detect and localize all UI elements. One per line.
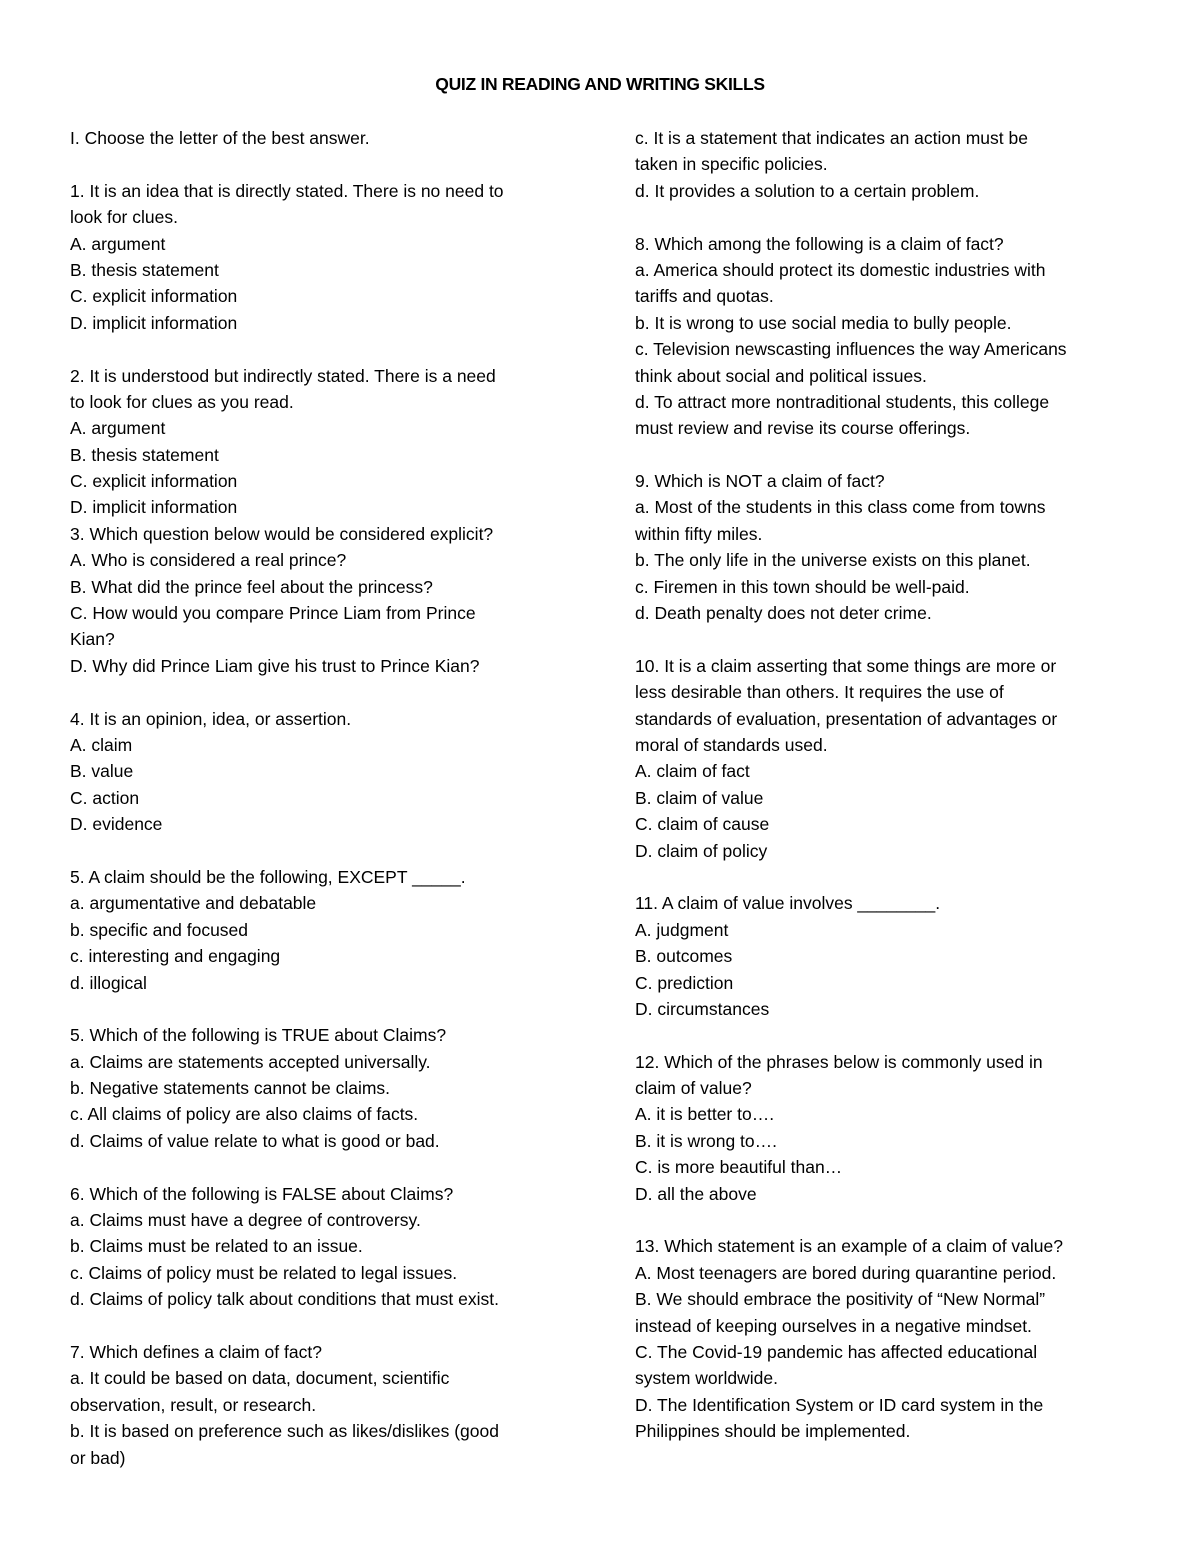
- right-column-text-line: B. We should embrace the positivity of “New Normal”: [635, 1289, 1046, 1310]
- right-column-blank-line: [635, 864, 1125, 890]
- right-column-text-line: c. Firemen in this town should be well-paid.: [635, 576, 970, 597]
- right-column-text-line: taken in specific policies.: [635, 154, 828, 175]
- left-column-text-line: B. value: [70, 761, 134, 782]
- left-column-text-line: look for clues.: [70, 207, 178, 228]
- left-column-text-line: a. Claims must have a degree of controversy.: [70, 1210, 421, 1231]
- right-column-text-line: A. Most teenagers are bored during quarantine period.: [635, 1262, 1057, 1283]
- right-column-text-line: system worldwide.: [635, 1368, 778, 1389]
- left-column-text-line: or bad): [70, 1447, 126, 1468]
- right-column-text-line: 8. Which among the following is a claim of fact?: [635, 233, 1004, 254]
- right-column-text-line: 9. Which is NOT a claim of fact?: [635, 471, 885, 492]
- right-column-text-line: tariffs and quotas.: [635, 286, 774, 307]
- left-column-text-line: 6. Which of the following is FALSE about Claims?: [70, 1183, 454, 1204]
- right-column-text-line: less desirable than others. It requires the use of: [635, 682, 1004, 703]
- left-column-text-line: observation, result, or research.: [70, 1394, 317, 1415]
- right-column-text-line: standards of evaluation, presentation of advantages or: [635, 708, 1058, 729]
- right-column-text-line: A. claim of fact: [635, 761, 750, 782]
- left-column-text-line: C. action: [70, 787, 140, 808]
- left-column-text-line: 7. Which defines a claim of fact?: [70, 1341, 322, 1362]
- left-column-text-line: A. Who is considered a real prince?: [70, 550, 347, 571]
- left-column-text-line: C. How would you compare Prince Liam from Prince: [70, 603, 476, 624]
- right-column-text-line: a. America should protect its domestic industries with: [635, 259, 1046, 280]
- right-column-text-line: a. Most of the students in this class come from towns: [635, 497, 1046, 518]
- left-column-text-line: I. Choose the letter of the best answer.: [70, 128, 370, 148]
- left-column-text-line: 3. Which question below would be considered explicit?: [70, 523, 494, 544]
- left-column-text-line: b. Claims must be related to an issue.: [70, 1236, 363, 1257]
- left-column-text-line: D. implicit information: [70, 312, 238, 333]
- right-column-text-line: d. To attract more nontraditional students, this college: [635, 391, 1050, 412]
- right-column-text-line: d. It provides a solution to a certain problem.: [635, 180, 980, 201]
- left-column-text-line: Kian?: [70, 629, 115, 650]
- right-column-text-line: B. claim of value: [635, 787, 764, 808]
- left-column-text-line: c. interesting and engaging: [70, 946, 281, 967]
- right-column-text-line: D. The Identification System or ID card system in the: [635, 1394, 1044, 1415]
- right-column-text-line: Philippines should be implemented.: [635, 1421, 911, 1442]
- left-column-text-line: B. thesis statement: [70, 444, 219, 465]
- left-column-blank-line: [70, 336, 570, 362]
- left-column-text-line: D. implicit information: [70, 497, 238, 518]
- left-column-text-line: to look for clues as you read.: [70, 391, 294, 412]
- right-column-text-line: C. is more beautiful than…: [635, 1157, 843, 1178]
- page-title: QUIZ IN READING AND WRITING SKILLS: [435, 74, 765, 94]
- right-column-text-line: b. The only life in the universe exists on this planet.: [635, 550, 1031, 571]
- left-column-text-line: 5. A claim should be the following, EXCEPT _____.: [70, 866, 466, 887]
- right-column-text-line: instead of keeping ourselves in a negative mindset.: [635, 1315, 1032, 1336]
- left-column-text-line: 4. It is an opinion, idea, or assertion.: [70, 708, 352, 729]
- right-column-text-line: 10. It is a claim asserting that some things are more or: [635, 655, 1057, 676]
- left-column-text-line: b. specific and focused: [70, 919, 249, 940]
- left-column-text-line: a. Claims are statements accepted universally.: [70, 1051, 431, 1072]
- left-column-text-line: c. Claims of policy must be related to legal issues.: [70, 1262, 458, 1283]
- right-column-text-line: C. claim of cause: [635, 814, 770, 835]
- right-column-blank-line: [635, 204, 1125, 230]
- left-column-text-line: D. evidence: [70, 814, 163, 835]
- right-column-text-line: c. It is a statement that indicates an action must be: [635, 128, 1028, 148]
- right-column-text-line: c. Television newscasting influences the way Americans: [635, 339, 1067, 360]
- left-column-text-line: B. What did the prince feel about the princess?: [70, 576, 433, 597]
- right-column-text-line: A. judgment: [635, 919, 729, 940]
- right-column-text-line: think about social and political issues.: [635, 365, 927, 386]
- left-column-text-line: b. Negative statements cannot be claims.: [70, 1078, 391, 1099]
- left-column-text-line: d. Claims of value relate to what is good or bad.: [70, 1130, 440, 1151]
- left-column-blank-line: [70, 996, 570, 1022]
- right-column-text-line: must review and revise its course offerings.: [635, 418, 971, 439]
- left-column-text-line: d. Claims of policy talk about conditions that must exist.: [70, 1289, 499, 1310]
- right-column: [635, 125, 1125, 1445]
- right-column-text-line: D. claim of policy: [635, 840, 768, 861]
- right-column-text-line: moral of standards used.: [635, 734, 828, 755]
- right-column-blank-line: [635, 1207, 1125, 1233]
- right-column-blank-line: [635, 626, 1125, 652]
- left-column-text-line: B. thesis statement: [70, 259, 219, 280]
- right-column-text-line: claim of value?: [635, 1078, 752, 1099]
- right-column-text-line: B. outcomes: [635, 946, 733, 967]
- left-column-text-line: b. It is based on preference such as likes/dislikes (good: [70, 1421, 499, 1442]
- right-column-text-line: D. all the above: [635, 1183, 757, 1204]
- left-column-text-line: a. It could be based on data, document, scientific: [70, 1368, 450, 1389]
- left-column: [70, 125, 570, 1471]
- right-column-text-line: D. circumstances: [635, 998, 770, 1019]
- right-column-text-line: b. It is wrong to use social media to bully people.: [635, 312, 1012, 333]
- left-column-blank-line: [70, 838, 570, 864]
- right-column-text-line: 11. A claim of value involves ________.: [635, 893, 941, 914]
- right-column-text-line: d. Death penalty does not deter crime.: [635, 603, 932, 624]
- left-column-text-line: d. illogical: [70, 972, 147, 993]
- left-column-text-line: A. claim: [70, 734, 133, 755]
- right-column-text-line: C. The Covid-19 pandemic has affected educational: [635, 1341, 1038, 1362]
- right-column-blank-line: [635, 1022, 1125, 1048]
- left-column-text-line: D. Why did Prince Liam give his trust to Prince Kian?: [70, 655, 480, 676]
- right-column-text-line: B. it is wrong to….: [635, 1130, 777, 1151]
- left-column-blank-line: [70, 1154, 570, 1180]
- left-column-text-line: c. All claims of policy are also claims of facts.: [70, 1104, 419, 1125]
- right-column-text-line: 12. Which of the phrases below is commonly used in: [635, 1051, 1043, 1072]
- left-column-text-line: C. explicit information: [70, 471, 238, 492]
- right-column-blank-line: [635, 442, 1125, 468]
- left-column-text-line: C. explicit information: [70, 286, 238, 307]
- left-column-text-line: a. argumentative and debatable: [70, 893, 317, 914]
- right-column-text-line: A. it is better to….: [635, 1104, 775, 1125]
- left-column-text-line: A. argument: [70, 233, 166, 254]
- left-column-blank-line: [70, 151, 570, 177]
- left-column-blank-line: [70, 679, 570, 705]
- left-column-text-line: A. argument: [70, 418, 166, 439]
- right-column-text-line: 13. Which statement is an example of a claim of value?: [635, 1236, 1063, 1257]
- left-column-text-line: 2. It is understood but indirectly stated. There is a need: [70, 365, 496, 386]
- left-column-text-line: 5. Which of the following is TRUE about Claims?: [70, 1025, 447, 1046]
- left-column-text-line: 1. It is an idea that is directly stated. There is no need to: [70, 180, 504, 201]
- right-column-text-line: C. prediction: [635, 972, 734, 993]
- left-column-blank-line: [70, 1313, 570, 1339]
- right-column-text-line: within fifty miles.: [635, 523, 763, 544]
